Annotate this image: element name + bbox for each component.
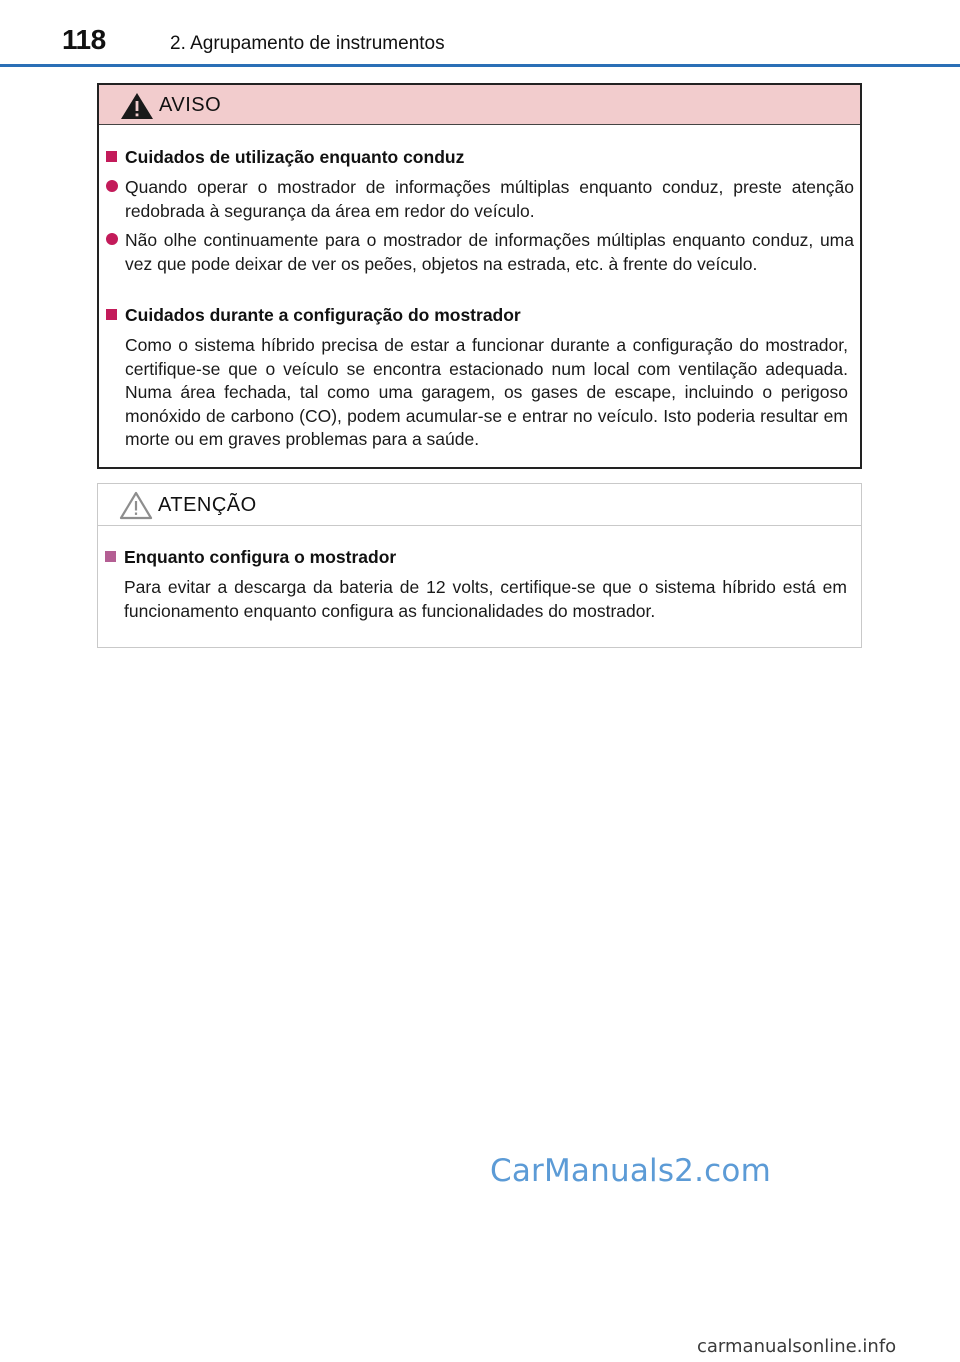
caution-header — [98, 484, 861, 526]
round-bullet-icon — [106, 233, 118, 245]
caution-title: ATENÇÃO — [158, 494, 257, 516]
caution-subheading: Enquanto configura o mostrador — [105, 547, 396, 568]
caution-triangle-outline-icon — [118, 490, 154, 520]
bullet-text: Não olhe continuamente para o mostrador de informações múltiplas enquanto conduz, uma vez que pode deixar de ver os peões, objetos na estrada, etc. à frente do veículo. — [125, 230, 854, 274]
watermark: CarManuals2.com — [490, 1153, 771, 1189]
footer-watermark: carmanualsonline.info — [697, 1336, 897, 1357]
square-bullet-icon — [106, 151, 117, 162]
round-bullet-icon — [106, 180, 118, 192]
bullet-text: Quando operar o mostrador de informações múltiplas enquanto conduz, preste atenção redobrada à segurança da área em redor do veículo. — [125, 177, 854, 221]
warning-config-text: Como o sistema híbrido precisa de estar a funcionar durante a configuração do mostrador, certifique-se que o veículo se encontra estacionado num local com ventilação adequada. Numa área fechada, tal como uma garagem, os gases de escape, incluindo o perigoso monóxido de carbono (CO), podem acumular-se e entrar no veículo. Isto poderia resultar em morte ou em graves problemas para a saúde. — [125, 335, 848, 449]
caution-box — [97, 483, 862, 648]
warning-subheading-driving: Cuidados de utilização enquanto conduz — [106, 147, 464, 168]
warning-triangle-icon — [119, 91, 155, 121]
page-header — [0, 0, 960, 68]
caution-text: Para evitar a descarga da bateria de 12 volts, certifique-se que o sistema híbrido está em funcionamento enquanto configura as funcionalidades do mostrador. — [124, 577, 847, 621]
warning-subheading-config: Cuidados durante a configuração do mostrador — [106, 305, 521, 326]
square-bullet-icon — [105, 551, 116, 562]
list-item — [106, 176, 854, 223]
list-item — [106, 229, 854, 276]
page-number: 118 — [62, 24, 106, 55]
warning-header — [99, 85, 860, 125]
square-bullet-icon — [106, 309, 117, 320]
warning-box — [97, 83, 862, 469]
header-rule — [0, 64, 960, 67]
warning-title: AVISO — [159, 94, 222, 116]
section-title: 2. Agrupamento de instrumentos — [170, 33, 445, 54]
